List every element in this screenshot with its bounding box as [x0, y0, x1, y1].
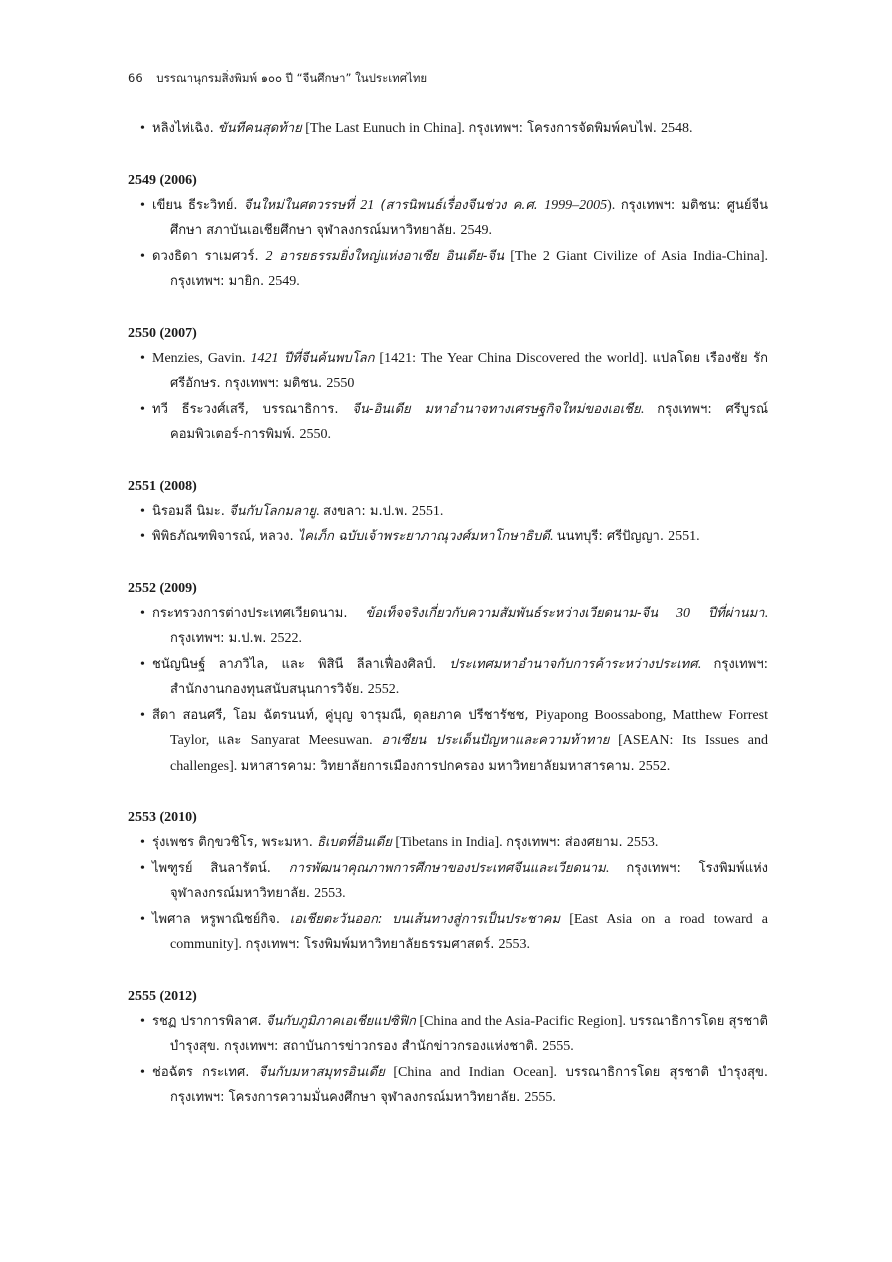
year-section: [128, 984, 768, 1111]
bullet-icon: •: [140, 860, 145, 876]
bibliography-entry: [128, 116, 768, 142]
entry-text-segment: 2548.: [660, 121, 693, 136]
entry-text-segment: 2549.: [268, 274, 300, 289]
entry-title-segment: (สารนิพนธ์เรื่องจีนช่วง ค.ศ.: [374, 197, 545, 213]
year-sections: [128, 168, 768, 1111]
bibliography-entry: [128, 907, 768, 958]
entry-text-segment: มหาสารคาม: วิทยาลัยการเมืองการปกครอง มหาวิทยาลัยมหาสารคาม.: [240, 758, 639, 774]
entry-list: [128, 830, 768, 958]
entry-text-segment: 2522.: [270, 631, 303, 646]
entry-text-segment: นิรอมลี นิมะ.: [152, 503, 230, 519]
entry-text-segment: กรุงเทพฯ: โรงพิมพ์แห่งจุฬาลงกรณ์มหาวิทยาลัย.: [170, 860, 769, 901]
entry-text-segment: ชนัญนิษฐ์ ลาภวิไล, และ พิสินี ลีลาเฟื่องศิลป์.: [152, 656, 450, 672]
entry-text-segment: และ: [218, 733, 251, 748]
entry-text-segment: Piyapong Boossabong, Matthew Forrest Taylor,: [170, 707, 768, 748]
bullet-icon: •: [140, 1064, 145, 1080]
entry-text-segment: [East Asia on a road toward a community].: [170, 911, 769, 952]
entry-title-segment: ขันทีคนสุดท้าย: [217, 121, 302, 136]
entry-text-segment: [Tibetans in India].: [391, 835, 507, 850]
bullet-icon: •: [140, 605, 145, 621]
year-heading: 2555 (2012): [128, 988, 197, 1004]
entry-text-segment: .: [315, 503, 323, 519]
bibliography-entry: [128, 652, 768, 703]
entry-text-segment: 2553.: [498, 937, 531, 952]
entry-text-segment: แปลโดย เรืองชัย รักศรีอักษร. กรุงเทพฯ: มติชน.: [170, 350, 769, 391]
entry-text-segment: 2553.: [626, 835, 659, 850]
year-heading: 2550 (2007): [128, 325, 197, 341]
entry-title-segment: จีนใหม่ในศตวรรษที่: [243, 197, 361, 213]
entry-text-segment: ดวงธิดา ราเมศวร์.: [152, 248, 266, 264]
entry-text-segment: 2553.: [314, 886, 346, 901]
bullet-icon: •: [140, 911, 145, 927]
entry-text-segment: กรุงเทพฯ: ศรีบูรณ์คอมพิวเตอร์-การพิมพ์.: [170, 401, 768, 442]
entry-text-segment: [China and the Asia-Pacific Region].: [415, 1013, 630, 1029]
entry-text-segment: กรุงเทพฯ: มติชน: ศูนย์จีนศึกษา สภาบันเอเชียศึกษา จุฬาลงกรณ์มหาวิทยาลัย.: [170, 197, 768, 238]
entry-text-segment: เขียน ธีระวิทย์.: [152, 197, 244, 213]
bullet-icon: •: [140, 121, 145, 136]
bibliography-entry: [128, 244, 768, 295]
bullet-icon: •: [140, 503, 145, 519]
entry-text-segment: สีดา สอนศรี, โอม ฉัตรนนท์, คู่บุญ จารุมณี, ดุลยภาค ปรีชารัชช,: [152, 707, 536, 723]
bibliography-entry: [128, 1009, 768, 1060]
bibliography-entry: [128, 703, 768, 780]
entry-text-segment: ).: [607, 197, 621, 213]
entry-text-segment: 2552.: [367, 682, 400, 697]
entry-text-segment: 2549.: [460, 223, 492, 238]
entry-title-segment: 21: [360, 197, 375, 213]
year-section: [128, 474, 768, 550]
entry-text-segment: 2551.: [668, 529, 700, 544]
entry-text-segment: 2552.: [638, 758, 671, 774]
entry-title-segment: ประเทศมหาอำนาจกับการค้าระหว่างประเทศ: [449, 656, 698, 672]
year-heading: 2551 (2008): [128, 478, 197, 494]
bibliography-entry: [128, 856, 768, 907]
entry-text-segment: หลิงไห่เฉิง.: [152, 121, 218, 136]
year-section: [128, 576, 768, 780]
entry-text-segment: ไพศาล หรูพาณิชย์กิจ.: [152, 911, 290, 927]
bullet-icon: •: [140, 248, 145, 264]
year-heading: 2553 (2010): [128, 810, 197, 825]
bullet-icon: •: [140, 197, 145, 213]
intro-entry-list: [128, 116, 768, 142]
entry-title-segment: จีนกับมหาสมุทรอินเดีย: [258, 1064, 385, 1080]
bullet-icon: •: [140, 529, 145, 544]
entry-text-segment: บรรณาธิการโดย สุรชาติ บำรุงสุข. กรุงเทพฯ: สถาบันการข่าวกรอง สำนักข่าวกรองแห่งชาติ.: [170, 1013, 768, 1054]
entry-text-segment: กรุงเทพฯ: ส่องศยาม.: [506, 835, 627, 850]
entry-text-segment: รุ่งเพชร ติกฺขวชิโร, พระมหา.: [152, 835, 318, 850]
entry-title-segment: เอเชียตะวันออก: บนเส้นทางสู่การเป็นประชาคม: [289, 911, 561, 927]
entry-text-segment: ทวี ธีระวงศ์เสรี, บรรณาธิการ.: [152, 401, 353, 417]
entry-title-segment: ธิเบตที่อินเดีย: [317, 835, 392, 850]
bibliography-entry: [128, 830, 768, 856]
entry-text-segment: Menzies, Gavin.: [152, 350, 251, 366]
entry-text-segment: Sanyarat Meesuwan.: [250, 733, 382, 748]
bullet-icon: •: [140, 1013, 145, 1029]
entry-title-segment: จีนกับโลกมลายู: [229, 503, 316, 519]
bullet-icon: •: [140, 835, 145, 850]
bullet-icon: •: [140, 350, 145, 366]
bibliography-entry: [128, 193, 768, 244]
entry-text-segment: 2555.: [542, 1039, 574, 1054]
bibliography-entry: [128, 1060, 768, 1111]
entry-text-segment: บรรณาธิการโดย สุรชาติ บำรุงสุข. กรุงเทพฯ: โครงการความมั่นคงศึกษา จุฬาลงกรณ์มหาวิทยาลัย.: [170, 1064, 768, 1105]
year-heading: 2549 (2006): [128, 172, 197, 188]
entry-text-segment: [The Last Eunuch in China].: [301, 121, 469, 136]
bibliography-entry: [128, 601, 768, 652]
entry-title-segment: การพัฒนาคุณภาพการศึกษาของประเทศจีนและเวียดนาม: [288, 860, 606, 876]
entry-title-segment: ไคเภ็ก ฉบับเจ้าพระยาภาณุวงศ์มหาโกษาธิบดี: [297, 529, 550, 544]
entry-text-segment: [China and Indian Ocean].: [384, 1064, 566, 1080]
entry-text-segment: ช่อฉัตร กระเทศ.: [152, 1064, 259, 1080]
entry-title-segment: จีนกับภูมิภาคเอเชียแปซิฟิก: [265, 1013, 416, 1029]
entry-text-segment: ไพฑูรย์ สินลารัตน์.: [152, 860, 289, 876]
entry-text-segment: .: [640, 401, 658, 417]
entry-list: [128, 346, 768, 448]
entry-text-segment: กรุงเทพฯ: สำนักงานกองทุนสนับสนุนการวิจัย.: [170, 656, 768, 697]
entry-text-segment: กรุงเทพฯ: ม.ป.พ.: [170, 631, 271, 646]
entry-text-segment: 2555.: [524, 1090, 556, 1105]
entry-text-segment: [The 2 Giant Civilize of Asia India-China].: [503, 248, 768, 264]
entry-list: [128, 193, 768, 295]
entry-text-segment: .: [697, 656, 714, 672]
entry-text-segment: สงขลา: ม.ป.พ.: [322, 503, 412, 519]
bibliography-body: [128, 116, 768, 1111]
entry-title-segment: อาเซียน ประเด็นปัญหาและความท้าทาย: [381, 733, 610, 748]
entry-title-segment: 1999–2005: [544, 197, 608, 213]
entry-text-segment: รชฏ ปราการพิลาศ.: [152, 1013, 266, 1029]
entry-text-segment: พิพิธภัณฑพิจารณ์, หลวง.: [152, 529, 298, 544]
entry-list: [128, 601, 768, 780]
bullet-icon: •: [140, 656, 145, 672]
entry-text-segment: 2550.: [299, 427, 331, 442]
bibliography-entry: [128, 524, 768, 550]
entry-text-segment: .: [549, 529, 557, 544]
entry-title-segment: 1421: [250, 350, 279, 366]
entry-title-segment: ข้อเท็จจริงเกี่ยวกับความสัมพันธ์ระหว่างเวียดนาม-จีน: [365, 605, 677, 621]
entry-text-segment: [ASEAN: Its Issues and challenges].: [170, 733, 769, 774]
running-head: [128, 70, 427, 88]
bibliography-entry: [128, 346, 768, 397]
entry-text-segment: นนทบุรี: ศรีปัญญา.: [556, 529, 669, 544]
entry-title-segment: ปีที่จีนค้นพบโลก: [278, 350, 375, 366]
year-section: [128, 321, 768, 448]
entry-text-segment: .: [764, 605, 768, 621]
entry-list: [128, 1009, 768, 1111]
entry-text-segment: 2550: [326, 376, 355, 391]
entry-text-segment: กระทรวงการต่างประเทศเวียดนาม.: [152, 605, 366, 621]
entry-title-segment: 30: [676, 605, 691, 621]
bibliography-entry: [128, 397, 768, 448]
year-heading: 2552 (2009): [128, 580, 197, 596]
entry-text-segment: 2551.: [411, 503, 444, 519]
year-section: [128, 805, 768, 958]
entry-title-segment: จีน-อินเดีย มหาอำนาจทางเศรษฐกิจใหม่ของเอเชีย: [352, 401, 641, 417]
year-section: [128, 168, 768, 295]
page-number: 66: [128, 71, 143, 85]
entry-list: [128, 499, 768, 550]
entry-title-segment: 2: [265, 248, 273, 264]
entry-text-segment: กรุงเทพฯ: โรงพิมพ์มหาวิทยาลัยธรรมศาสตร์.: [245, 937, 499, 952]
entry-text-segment: .: [605, 860, 627, 876]
entry-title-segment: อารยธรรมยิ่งใหญ่แห่งอาเซีย อินเดีย-จีน: [272, 248, 504, 264]
entry-title-segment: ปีที่ผ่านมา: [690, 605, 765, 621]
book-title: บรรณานุกรมสิ่งพิมพ์ ๑๐๐ ปี “จีนศึกษา” ในประเทศไทย: [156, 71, 428, 85]
bibliography-entry: [128, 499, 768, 525]
entry-text-segment: กรุงเทพฯ: โครงการจัดพิมพ์คบไฟ.: [468, 121, 661, 136]
entry-text-segment: [1421: The Year China Discovered the world].: [374, 350, 653, 366]
bullet-icon: •: [140, 707, 145, 723]
entry-text-segment: กรุงเทพฯ: มายิก.: [170, 274, 269, 289]
bullet-icon: •: [140, 401, 145, 417]
